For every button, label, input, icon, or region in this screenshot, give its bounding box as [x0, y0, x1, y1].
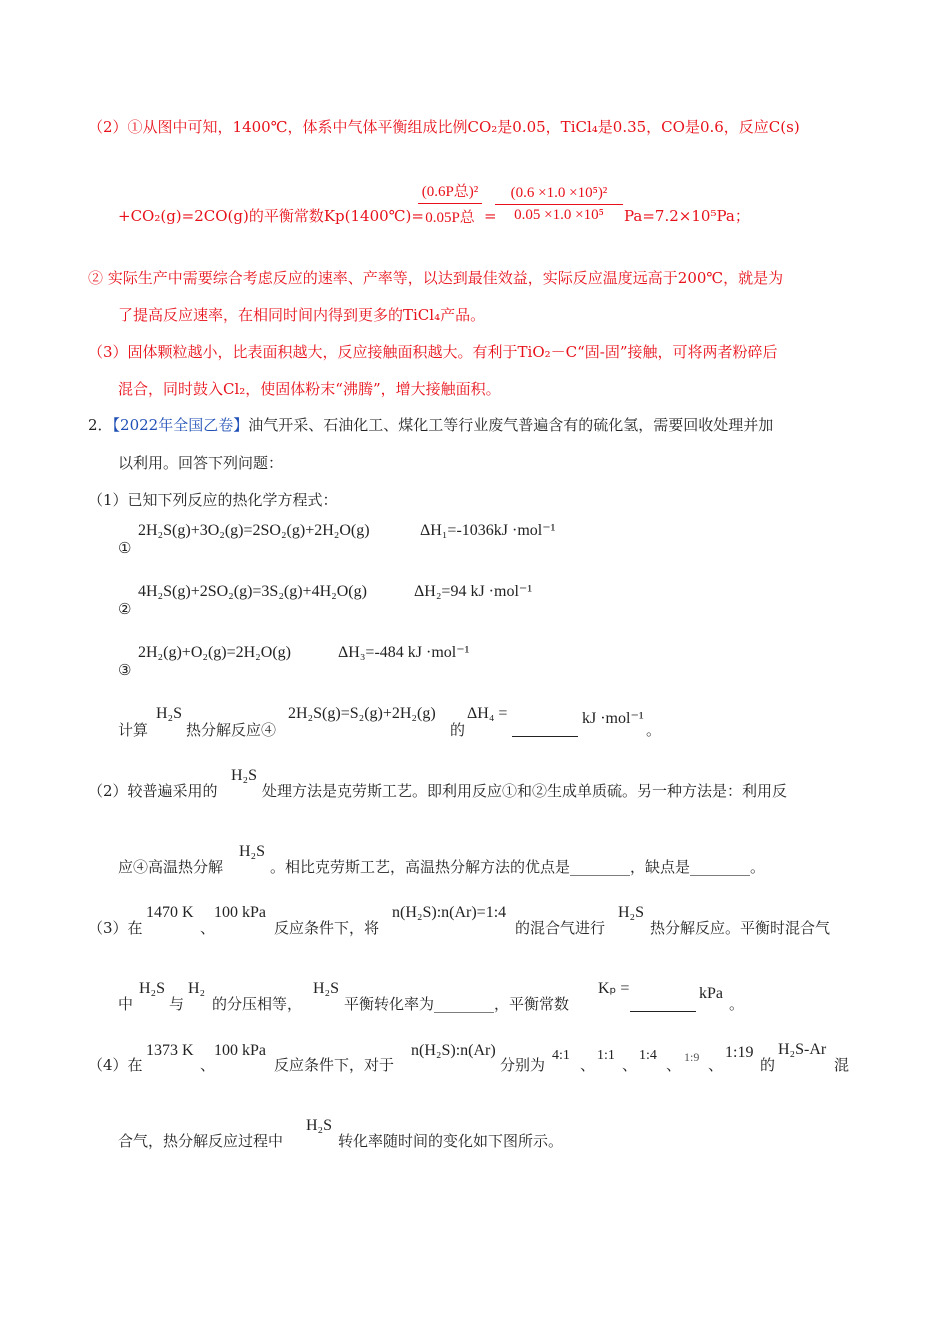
calc-h2s: H₂S [156, 705, 183, 722]
question-intro-line1 [88, 415, 773, 435]
q4-ratio-4: 1:9 [684, 1050, 700, 1064]
fraction-denominator: 0.05 ×1.0 ×10⁵ [514, 207, 604, 223]
q4-separator: 、 [200, 1056, 216, 1074]
q3-text-e: 中 [118, 995, 134, 1013]
q3-text-d: 热分解反应。平衡时混合气 [650, 919, 831, 937]
q3-h2s-2: H₂S [139, 980, 166, 997]
q2-text-b: 处理方法是克劳斯工艺。即利用反应①和②生成单质硫。另一种方法是：利用反 [262, 782, 788, 800]
q4-sep-2: 、 [622, 1056, 638, 1074]
answer-p2-line1: （2）①从图中可知，1400℃，体系中气体平衡组成比例CO₂是0.05，TiCl₄是0.35，CO是0.6，反应C(s) [88, 118, 800, 136]
answer-p2-line2-post: Pa=7.2×10⁵Pa； [624, 207, 750, 225]
q2-h2s: H₂S [231, 767, 258, 784]
q4-text-g: 转化率随时间的变化如下图所示。 [338, 1132, 564, 1150]
q3-pressure: 100 kPa [214, 904, 266, 921]
q3-text-b: 反应条件下，将 [274, 919, 380, 937]
equals-sign: = [484, 207, 497, 225]
calc-unit: kJ ·mol⁻¹ [582, 710, 644, 727]
calc-text-b: 热分解反应④ [186, 721, 277, 739]
q3-ratio: n(H₂S):n(Ar)=1:4 [392, 904, 507, 921]
q2-text-d: 。相比克劳斯工艺，高温热分解方法的优点是________，缺点是________。 [270, 858, 766, 876]
calc-end: 。 [646, 721, 662, 739]
reaction-3-enthalpy: ΔH₃=-484 kJ ·mol⁻¹ [338, 644, 470, 661]
q3-text-g: 的分压相等， [212, 995, 303, 1013]
q3-unit: kPa [699, 985, 723, 1002]
q3-text-h: 平衡转化率为________，平衡常数 [344, 995, 570, 1013]
reaction-1-enthalpy: ΔH₁=-1036kJ ·mol⁻¹ [420, 522, 556, 539]
fraction-kp-symbolic [418, 180, 482, 227]
q4-ratio-2: 1:1 [597, 1048, 615, 1063]
fraction-kp-numeric [495, 185, 623, 224]
q3-h2: H₂ [188, 980, 206, 997]
q4-pressure: 100 kPa [214, 1042, 266, 1059]
answer-p2b-line2: 了提高反应速率，在相同时间内得到更多的TiCl₄产品。 [118, 306, 486, 324]
q4-h2s: H₂S [306, 1117, 333, 1134]
q2-text-a: （2）较普遍采用的 [88, 782, 218, 800]
fraction-numerator: (0.6 ×1.0 ×10⁵)² [510, 185, 608, 201]
q4-text-a: （4）在 [88, 1056, 143, 1074]
q4-text-b: 反应条件下，对于 [274, 1056, 395, 1074]
reaction-1-equation: 2H₂S(g)+3O₂(g)=2SO₂(g)+2H₂O(g) [138, 522, 370, 539]
reaction-1-marker: ① [118, 539, 132, 557]
q3-text-c: 的混合气进行 [515, 919, 606, 937]
q3-h2s: H₂S [618, 904, 645, 921]
calc-text-a: 计算 [118, 721, 149, 739]
q3-text-f: 与 [169, 995, 185, 1013]
reaction-2-marker: ② [118, 600, 132, 618]
q4-temperature: 1373 K [146, 1042, 194, 1059]
fraction-denominator: 0.05P总 [425, 210, 475, 226]
q4-text-f: 合气，热分解反应过程中 [118, 1132, 284, 1150]
question-intro-text: 油气开采、石油化工、煤化工等行业废气普遍含有的硫化氢，需要回收处理并加 [248, 416, 774, 434]
q2-text-c: 应④高温热分解 [118, 858, 224, 876]
calc-enthalpy-label: ΔH₄ = [467, 705, 508, 722]
answer-p2b-line1: ② 实际生产中需要综合考虑反应的速率、产率等，以达到最佳效益，实际反应温度远高于200℃，就是为 [88, 269, 784, 287]
fraction-bar [495, 204, 623, 205]
q3-end: 。 [729, 995, 745, 1013]
reaction-3-marker: ③ [118, 661, 132, 679]
fraction-bar [418, 203, 482, 204]
q3-separator: 、 [200, 919, 216, 937]
q1-heading: （1）已知下列反应的热化学方程式： [88, 491, 338, 509]
calc-text-c: 的 [450, 721, 466, 739]
q3-h2s-3: H₂S [313, 980, 340, 997]
q4-sep-3: 、 [666, 1056, 682, 1074]
reaction-2-equation: 4H₂S(g)+2SO₂(g)=3S₂(g)+4H₂O(g) [138, 583, 367, 600]
q4-ratio: n(H₂S):n(Ar) [411, 1042, 496, 1059]
q4-sep-4: 、 [708, 1056, 724, 1074]
q4-ratio-3: 1:4 [639, 1048, 657, 1063]
answer-blank-dh4[interactable] [512, 722, 578, 737]
q4-ratio-1: 4:1 [552, 1048, 570, 1063]
reaction-3-equation: 2H₂(g)+O₂(g)=2H₂O(g) [138, 644, 291, 661]
q3-text-a: （3）在 [88, 919, 143, 937]
question-source: 【2022年全国乙卷】 [112, 416, 249, 434]
question-intro-line2: 以利用。回答下列问题： [118, 454, 284, 472]
answer-blank-kp[interactable] [630, 997, 696, 1012]
answer-p3-line2: 混合，同时鼓入Cl₂，使固体粉末“沸腾”，增大接触面积。 [118, 380, 501, 398]
q4-text-d: 的 [760, 1056, 776, 1074]
reaction-2-enthalpy: ΔH₂=94 kJ ·mol⁻¹ [414, 583, 533, 600]
answer-p3-line1: （3）固体颗粒越小，比表面积越大，反应接触面积越大。有利于TiO₂－C“固-固”接触，可将两者粉碎后 [88, 343, 778, 361]
calc-equation: 2H₂S(g)=S₂(g)+2H₂(g) [288, 705, 436, 722]
q4-mixture: H₂S-Ar [778, 1041, 827, 1058]
q3-temperature: 1470 K [146, 904, 194, 921]
q3-kp-label: Kₚ = [598, 980, 630, 997]
question-number: 2． [88, 416, 113, 434]
q2-h2s-2: H₂S [239, 843, 266, 860]
q4-ratio-5: 1:19 [725, 1044, 754, 1061]
q4-sep-1: 、 [580, 1056, 596, 1074]
q4-text-c: 分别为 [500, 1056, 546, 1074]
q4-text-e: 混 [834, 1056, 850, 1074]
fraction-numerator: (0.6P总)² [421, 184, 479, 200]
answer-p2-line2-pre: +CO₂(g)=2CO(g)的平衡常数Kp(1400℃)= [118, 207, 424, 225]
